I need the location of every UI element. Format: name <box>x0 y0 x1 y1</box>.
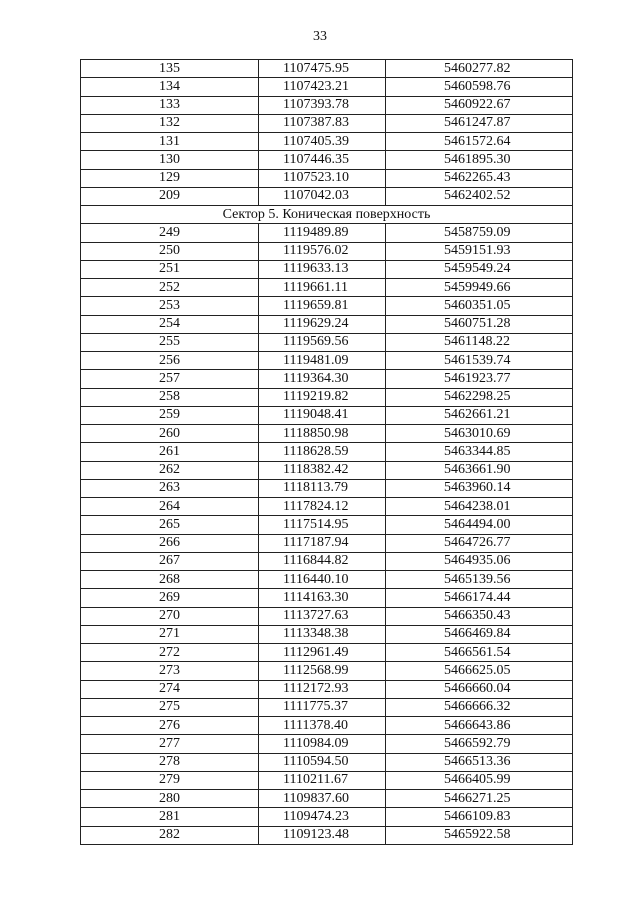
y-coordinate: 5458759.09 <box>386 224 573 242</box>
y-coordinate: 5460351.05 <box>386 297 573 315</box>
point-number: 265 <box>81 516 259 534</box>
y-coordinate: 5466666.32 <box>386 698 573 716</box>
table-row <box>81 187 573 205</box>
y-coordinate: 5461539.74 <box>386 352 573 370</box>
page-number: 33 <box>313 29 327 44</box>
y-coordinate: 5466625.05 <box>386 662 573 680</box>
y-coordinate: 5461247.87 <box>386 114 573 132</box>
y-coordinate: 5459549.24 <box>386 260 573 278</box>
table-row <box>81 133 573 151</box>
table-row <box>81 479 573 497</box>
table-row <box>81 552 573 570</box>
point-number: 276 <box>81 717 259 735</box>
x-coordinate: 1107523.10 <box>259 169 386 187</box>
table-row <box>81 260 573 278</box>
point-number: 269 <box>81 589 259 607</box>
table-row <box>81 625 573 643</box>
x-coordinate: 1117514.95 <box>259 516 386 534</box>
x-coordinate: 1112961.49 <box>259 644 386 662</box>
point-number: 259 <box>81 406 259 424</box>
table-row <box>81 279 573 297</box>
point-number: 133 <box>81 96 259 114</box>
point-number: 258 <box>81 388 259 406</box>
y-coordinate: 5459949.66 <box>386 279 573 297</box>
y-coordinate: 5466174.44 <box>386 589 573 607</box>
point-number: 267 <box>81 552 259 570</box>
point-number: 129 <box>81 169 259 187</box>
y-coordinate: 5462298.25 <box>386 388 573 406</box>
x-coordinate: 1118382.42 <box>259 461 386 479</box>
table-row <box>81 388 573 406</box>
x-coordinate: 1119481.09 <box>259 352 386 370</box>
point-number: 130 <box>81 151 259 169</box>
y-coordinate: 5466513.36 <box>386 753 573 771</box>
point-number: 249 <box>81 224 259 242</box>
y-coordinate: 5461895.30 <box>386 151 573 169</box>
point-number: 279 <box>81 771 259 789</box>
x-coordinate: 1107393.78 <box>259 96 386 114</box>
point-number: 251 <box>81 260 259 278</box>
point-number: 257 <box>81 370 259 388</box>
y-coordinate: 5462402.52 <box>386 187 573 205</box>
table-row <box>81 315 573 333</box>
point-number: 260 <box>81 425 259 443</box>
x-coordinate: 1112172.93 <box>259 680 386 698</box>
point-number: 132 <box>81 114 259 132</box>
point-number: 262 <box>81 461 259 479</box>
x-coordinate: 1119659.81 <box>259 297 386 315</box>
x-coordinate: 1111378.40 <box>259 717 386 735</box>
table-row <box>81 680 573 698</box>
x-coordinate: 1107387.83 <box>259 114 386 132</box>
table-row <box>81 114 573 132</box>
table-row <box>81 607 573 625</box>
y-coordinate: 5459151.93 <box>386 242 573 260</box>
x-coordinate: 1119569.56 <box>259 333 386 351</box>
y-coordinate: 5460751.28 <box>386 315 573 333</box>
y-coordinate: 5466660.04 <box>386 680 573 698</box>
x-coordinate: 1107042.03 <box>259 187 386 205</box>
point-number: 281 <box>81 808 259 826</box>
point-number: 254 <box>81 315 259 333</box>
coordinates-table <box>80 59 573 845</box>
x-coordinate: 1118850.98 <box>259 425 386 443</box>
y-coordinate: 5466643.86 <box>386 717 573 735</box>
x-coordinate: 1110594.50 <box>259 753 386 771</box>
section-title: Сектор 5. Коническая поверхность <box>81 206 573 224</box>
table-body-after <box>81 224 573 845</box>
y-coordinate: 5463344.85 <box>386 443 573 461</box>
point-number: 256 <box>81 352 259 370</box>
y-coordinate: 5464238.01 <box>386 498 573 516</box>
x-coordinate: 1118113.79 <box>259 479 386 497</box>
y-coordinate: 5464726.77 <box>386 534 573 552</box>
table-body-before <box>81 60 573 206</box>
y-coordinate: 5466271.25 <box>386 790 573 808</box>
point-number: 263 <box>81 479 259 497</box>
table-row <box>81 443 573 461</box>
table-row <box>81 151 573 169</box>
section-header-row <box>81 206 573 224</box>
y-coordinate: 5463661.90 <box>386 461 573 479</box>
x-coordinate: 1107405.39 <box>259 133 386 151</box>
y-coordinate: 5463010.69 <box>386 425 573 443</box>
point-number: 278 <box>81 753 259 771</box>
point-number: 270 <box>81 607 259 625</box>
y-coordinate: 5465922.58 <box>386 826 573 844</box>
point-number: 131 <box>81 133 259 151</box>
point-number: 277 <box>81 735 259 753</box>
table-row <box>81 516 573 534</box>
point-number: 209 <box>81 187 259 205</box>
section-header-group <box>81 206 573 224</box>
x-coordinate: 1109123.48 <box>259 826 386 844</box>
y-coordinate: 5460922.67 <box>386 96 573 114</box>
x-coordinate: 1107475.95 <box>259 60 386 78</box>
table-row <box>81 698 573 716</box>
table-row <box>81 534 573 552</box>
point-number: 264 <box>81 498 259 516</box>
x-coordinate: 1119629.24 <box>259 315 386 333</box>
x-coordinate: 1119661.11 <box>259 279 386 297</box>
y-coordinate: 5462265.43 <box>386 169 573 187</box>
table-row <box>81 406 573 424</box>
x-coordinate: 1109474.23 <box>259 808 386 826</box>
table-row <box>81 297 573 315</box>
x-coordinate: 1110211.67 <box>259 771 386 789</box>
y-coordinate: 5460277.82 <box>386 60 573 78</box>
table-row <box>81 169 573 187</box>
point-number: 280 <box>81 790 259 808</box>
point-number: 252 <box>81 279 259 297</box>
table-row <box>81 644 573 662</box>
point-number: 274 <box>81 680 259 698</box>
x-coordinate: 1113727.63 <box>259 607 386 625</box>
point-number: 282 <box>81 826 259 844</box>
table-row <box>81 771 573 789</box>
table-row <box>81 242 573 260</box>
point-number: 255 <box>81 333 259 351</box>
table-row <box>81 224 573 242</box>
table-row <box>81 333 573 351</box>
y-coordinate: 5462661.21 <box>386 406 573 424</box>
point-number: 268 <box>81 571 259 589</box>
y-coordinate: 5466350.43 <box>386 607 573 625</box>
table-row <box>81 753 573 771</box>
point-number: 271 <box>81 625 259 643</box>
table-row <box>81 735 573 753</box>
y-coordinate: 5461572.64 <box>386 133 573 151</box>
table-row <box>81 790 573 808</box>
x-coordinate: 1114163.30 <box>259 589 386 607</box>
table-row <box>81 662 573 680</box>
table-row <box>81 425 573 443</box>
point-number: 135 <box>81 60 259 78</box>
x-coordinate: 1116440.10 <box>259 571 386 589</box>
x-coordinate: 1117187.94 <box>259 534 386 552</box>
x-coordinate: 1110984.09 <box>259 735 386 753</box>
table-row <box>81 589 573 607</box>
x-coordinate: 1119576.02 <box>259 242 386 260</box>
x-coordinate: 1107423.21 <box>259 78 386 96</box>
x-coordinate: 1117824.12 <box>259 498 386 516</box>
y-coordinate: 5461923.77 <box>386 370 573 388</box>
table-row <box>81 461 573 479</box>
table-row <box>81 826 573 844</box>
y-coordinate: 5465139.56 <box>386 571 573 589</box>
table-row <box>81 498 573 516</box>
table-row <box>81 571 573 589</box>
point-number: 253 <box>81 297 259 315</box>
y-coordinate: 5466592.79 <box>386 735 573 753</box>
table-row <box>81 78 573 96</box>
table-row <box>81 96 573 114</box>
x-coordinate: 1118628.59 <box>259 443 386 461</box>
x-coordinate: 1119633.13 <box>259 260 386 278</box>
y-coordinate: 5461148.22 <box>386 333 573 351</box>
x-coordinate: 1119048.41 <box>259 406 386 424</box>
point-number: 275 <box>81 698 259 716</box>
table-row <box>81 717 573 735</box>
point-number: 273 <box>81 662 259 680</box>
y-coordinate: 5466469.84 <box>386 625 573 643</box>
x-coordinate: 1109837.60 <box>259 790 386 808</box>
table-row <box>81 352 573 370</box>
y-coordinate: 5464494.00 <box>386 516 573 534</box>
x-coordinate: 1111775.37 <box>259 698 386 716</box>
y-coordinate: 5460598.76 <box>386 78 573 96</box>
x-coordinate: 1113348.38 <box>259 625 386 643</box>
point-number: 250 <box>81 242 259 260</box>
point-number: 134 <box>81 78 259 96</box>
table-row <box>81 370 573 388</box>
x-coordinate: 1112568.99 <box>259 662 386 680</box>
x-coordinate: 1119364.30 <box>259 370 386 388</box>
y-coordinate: 5466109.83 <box>386 808 573 826</box>
y-coordinate: 5466405.99 <box>386 771 573 789</box>
y-coordinate: 5466561.54 <box>386 644 573 662</box>
table-row <box>81 808 573 826</box>
y-coordinate: 5463960.14 <box>386 479 573 497</box>
x-coordinate: 1116844.82 <box>259 552 386 570</box>
point-number: 261 <box>81 443 259 461</box>
point-number: 266 <box>81 534 259 552</box>
x-coordinate: 1119489.89 <box>259 224 386 242</box>
y-coordinate: 5464935.06 <box>386 552 573 570</box>
x-coordinate: 1107446.35 <box>259 151 386 169</box>
x-coordinate: 1119219.82 <box>259 388 386 406</box>
table-row <box>81 60 573 78</box>
point-number: 272 <box>81 644 259 662</box>
